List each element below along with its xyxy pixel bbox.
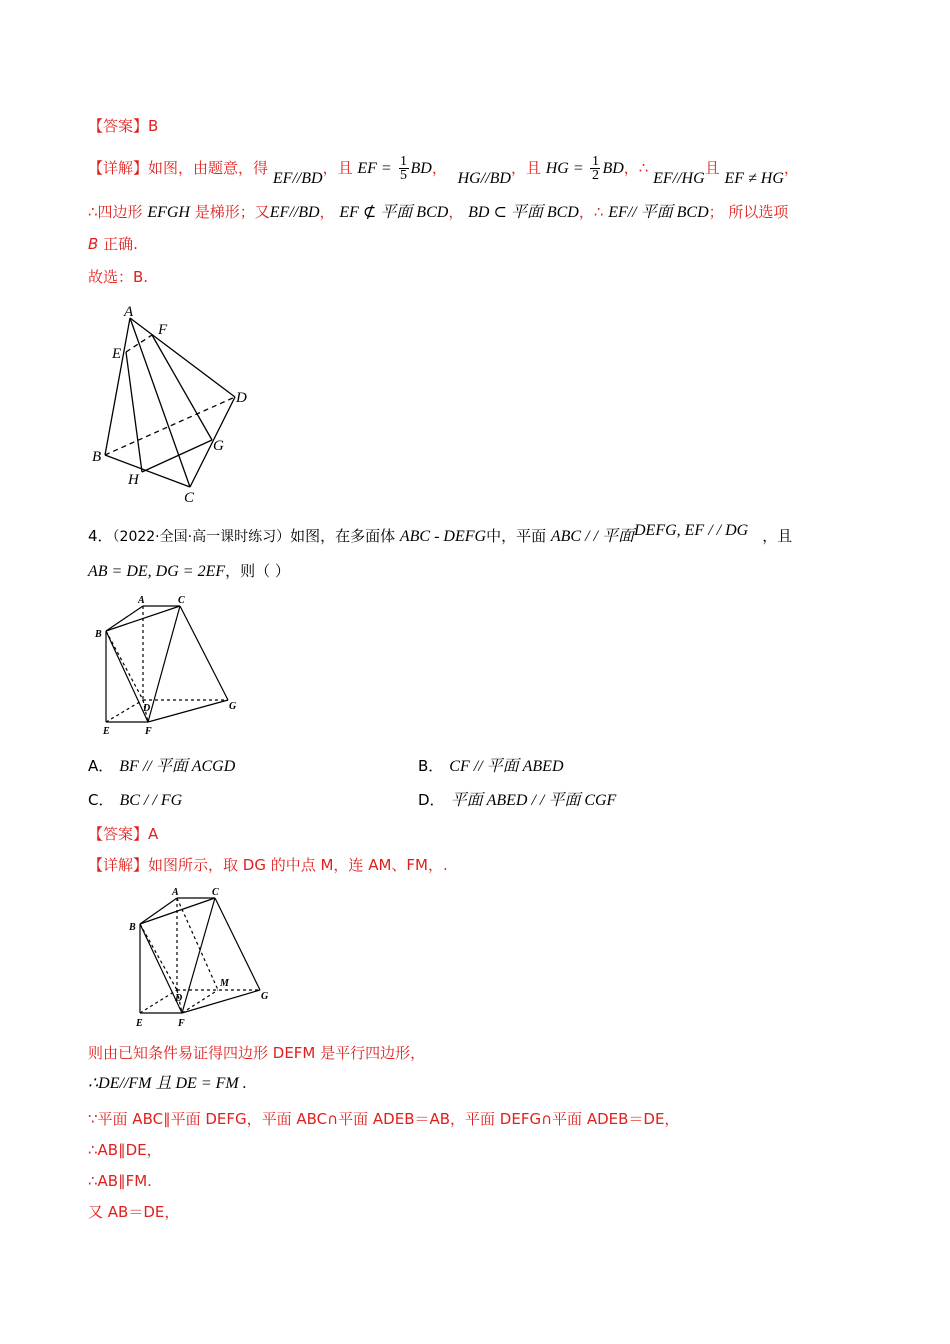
fig1-label-c: C [184,490,195,506]
detail-text: ，∴ [623,159,649,177]
proof-line-1: 则由已知条件易证得四边形 DEFM 是平行四边形， [88,1044,426,1062]
fig3-label-g: G [261,991,269,1002]
math-polyhedron: ABC - DEFG [399,528,487,545]
proof-line-2: ∴DE//FM 且 DE = FM . [88,1075,247,1092]
fig1-label-d: D [236,390,247,406]
fig3-label-e: E [136,1018,143,1029]
fig3-label-f: F [178,1018,185,1029]
math-plane-abc: ABC / / 平面 [550,528,634,545]
fraction-num: 1 [400,154,407,169]
option-math: BF // 平面 ACGD [119,758,236,775]
fig2-label-a: A [138,595,145,606]
math-ef-not-in-plane: EF ⊄ 平面 BCD [339,204,449,221]
answer-value: A [148,825,159,843]
proof-line-5: ∴AB∥FM. [88,1172,152,1190]
fraction-den: 2 [591,168,599,183]
question-text: 如图，在多面体 [290,527,396,545]
detail-text: 如图所示，取 DG 的中点 M，连 AM、FM，. [148,856,448,874]
detail-text: ， [448,203,464,221]
answer-label: 【答案】 [88,825,149,843]
detail-label: 【详解】 [88,856,149,874]
answer-value: B [148,117,159,135]
question-number: 4． [88,527,113,545]
detail-text: ， [431,159,447,177]
fig1-label-a: A [124,304,134,320]
option-math: BC / / FG [119,792,183,809]
math-ef-hg: EF//HG [653,169,705,187]
fig3-label-m: M [220,978,229,989]
option-key: D． [418,791,445,809]
math-hg-eq: HG = [545,160,584,177]
math-bd-in-plane: BD ⊂ 平面 BCD [468,204,579,221]
fig1-label-h: H [128,472,139,488]
fig2-label-b: B [95,629,102,640]
question-text: ，且 [762,527,793,545]
math-bd: BD [602,160,624,177]
detail-text: ，且 [322,159,353,177]
detail-text: ， [783,159,799,177]
math-bd: BD [410,160,432,177]
detail-text: ，∴ [578,203,604,221]
option-key: B． [418,757,444,775]
math-ef-bd: EF//BD [269,204,320,221]
math-plane-defg: DEFG, EF / / DG [634,522,749,539]
detail-label: 【详解】 [88,159,149,177]
question-text: ，则（ ） [225,562,290,580]
fig1-label-f: F [158,322,168,338]
question-source: （2022·全国·高一课时练习） [112,529,291,545]
fig1-label-b: B [92,449,102,465]
math-hg-bd: HG//BD [457,169,511,187]
answer-label: 【答案】 [88,117,149,135]
fig3-label-c: C [212,887,219,898]
proof-line-6: 又 AB＝DE， [88,1203,180,1221]
detail-text: 正确. [103,235,138,253]
fig2-label-d: D [143,703,151,714]
fig2-label-f: F [145,726,152,737]
math-ef-parallel-plane: EF// 平面 BCD [608,204,709,221]
fig1-label-g: G [213,438,224,454]
detail-text: ∴四边形 [88,203,143,221]
proof-line-4: ∴AB∥DE， [88,1141,162,1159]
fig2-label-c: C [178,595,185,606]
option-ref: B [88,235,99,253]
math-ef-eq: EF = [357,160,392,177]
detail-text: 且 [704,159,720,177]
option-key: A． [88,757,114,775]
fig3-label-d: D [175,993,183,1004]
option-key: C． [88,791,114,809]
detail-text: 是梯形；又 [194,203,270,221]
fig2-label-e: E [103,726,110,737]
fraction-num: 1 [591,154,599,169]
option-math: 平面 ABED / / 平面 CGF [450,792,617,809]
math-ef-ne-hg: EF ≠ HG [724,169,784,187]
option-math: CF // 平面 ABED [449,758,564,775]
fig3-label-a: A [172,887,179,898]
detail-text: ，且 [510,159,541,177]
fig3-label-b: B [129,922,136,933]
fig2-label-g: G [229,701,237,712]
detail-text: ； 所以选项 [708,203,789,221]
question-text: 中，平面 [486,527,547,545]
fraction-den: 5 [400,168,407,183]
detail-text: ， [319,203,335,221]
conclusion-1: 故选：B. [88,268,149,286]
math-ef-bd: EF//BD [272,169,323,187]
detail-text: 如图，由题意，得 [148,159,269,177]
math-efgh: EFGH [147,204,190,221]
fig1-label-e: E [112,346,122,362]
proof-line-3: ∵平面 ABC∥平面 DEFG，平面 ABC∩平面 ADEB＝AB，平面 DEFG∩平面 ADEB＝DE， [88,1110,680,1128]
math-conditions: AB = DE, DG = 2EF [88,563,226,580]
